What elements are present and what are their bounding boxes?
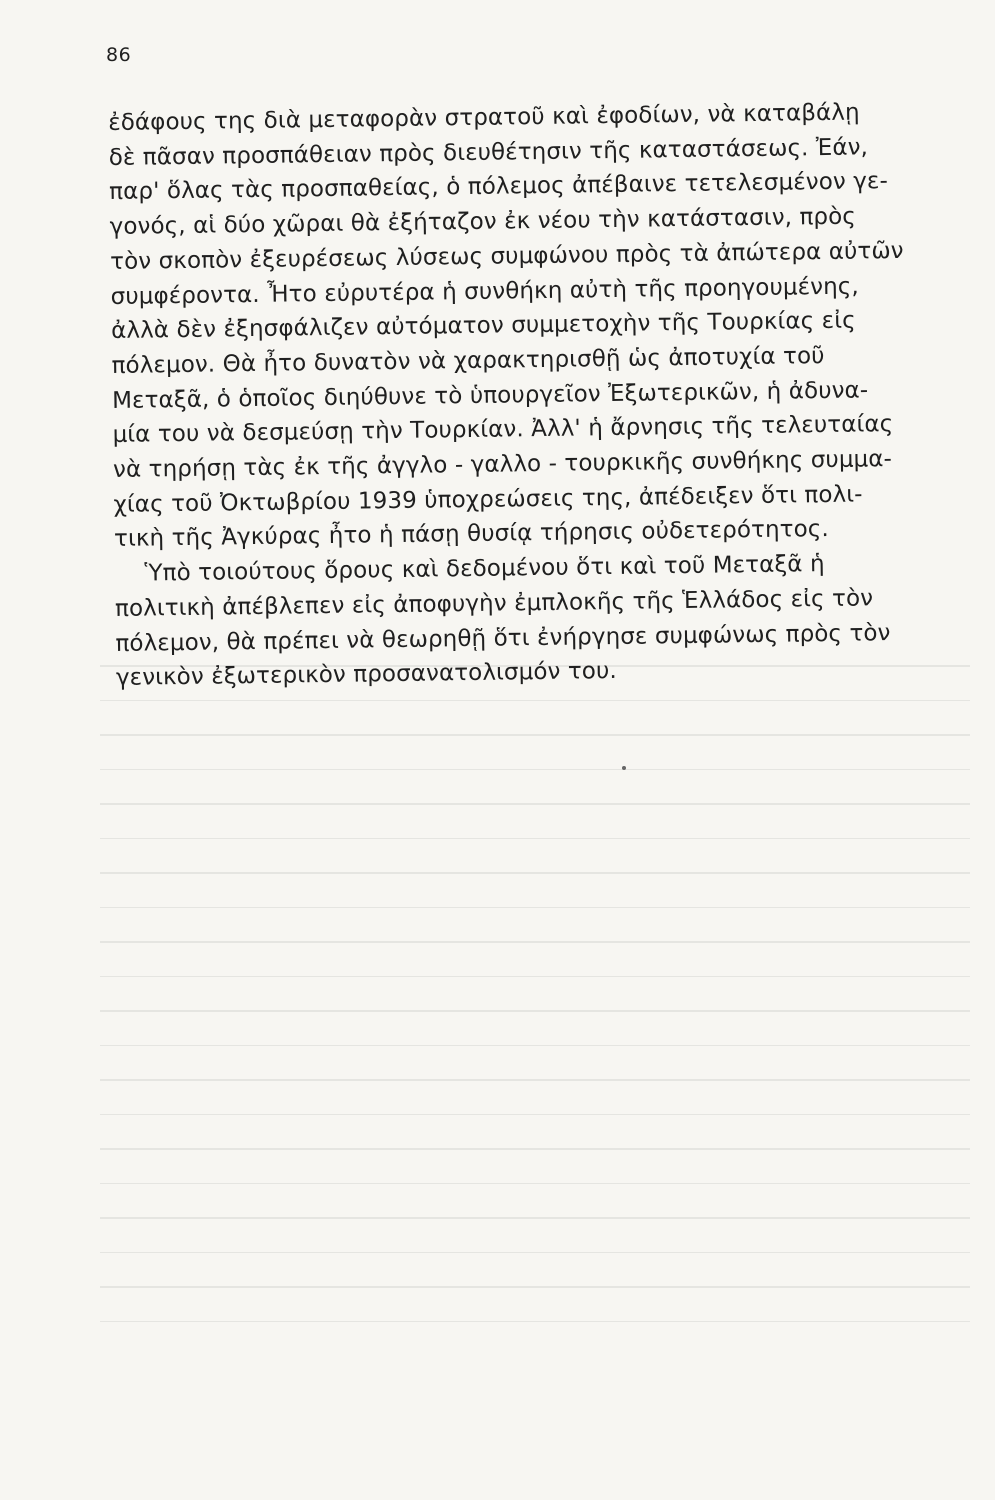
text-line: χίας τοῦ Ὀκτωβρίου 1939 ὑποχρεώσεις της, ἀπέδειξεν ὅτι πολι-	[113, 481, 863, 518]
text-line: πόλεμον. Θὰ ἦτο δυνατὸν νὰ χαρακτηρισθῇ ὡς ἀποτυχία τοῦ	[111, 342, 825, 379]
body-text	[108, 94, 966, 696]
text-line: δὲ πᾶσαν προσπάθειαν πρὸς διευθέτησιν τῆς καταστάσεως. Ἐάν,	[108, 134, 869, 171]
text-line: παρ' ὅλας τὰς προσπαθείας, ὁ πόλεμος ἀπέβαινε τετελεσμένον γε-	[109, 168, 889, 206]
page-number: 86	[106, 44, 132, 66]
text-line: πολιτικὴ ἀπέβλεπεν εἰς ἀποφυγὴν ἐμπλοκῆς τῆς Ἑλλάδος εἰς τὸν	[114, 585, 874, 622]
text-line: γενικὸν ἐξωτερικὸν προσανατολισμόν του.	[115, 658, 618, 692]
text-line: ἐδάφους της διὰ μεταφορὰν στρατοῦ καὶ ἐφοδίων, νὰ καταβάλῃ	[108, 99, 860, 136]
ink-speck	[622, 766, 626, 770]
text-line: ἀλλὰ δὲν ἐξησφάλιζεν αὐτόματον συμμετοχὴν τῆς Τουρκίας εἰς	[110, 307, 856, 345]
text-line: νὰ τηρήσῃ τὰς ἐκ τῆς ἀγγλο - γαλλο - τουρκικῆς συνθήκης συμμα-	[112, 446, 893, 483]
show-through-text	[100, 665, 970, 1385]
text-line: συμφέροντα. Ἦτο εὐρυτέρα ἡ συνθήκη αὐτὴ τῆς προηγουμένης,	[110, 273, 859, 310]
text-line: Ὑπὸ τοιούτους ὅρους καὶ δεδομένου ὅτι καὶ τοῦ Μεταξᾶ ἡ	[144, 551, 825, 587]
text-line: τὸν σκοπὸν ἐξευρέσεως λύσεως συμφώνου πρὸς τὰ ἀπώτερα αὐτῶν	[109, 237, 904, 275]
text-line: τικὴ τῆς Ἀγκύρας ἦτο ἡ πάσῃ θυσίᾳ τήρησις οὐδετερότητος.	[113, 516, 829, 553]
text-line: μία του νὰ δεσμεύσῃ τὴν Τουρκίαν. Ἀλλ' ἡ ἄρνησις τῆς τελευταίας	[112, 411, 894, 449]
text-line: Μεταξᾶ, ὁ ὁποῖος διηύθυνε τὸ ὑπουργεῖον Ἐξωτερικῶν, ἡ ἀδυνα-	[111, 377, 869, 414]
text-line: γονός, αἱ δύο χῶραι θὰ ἐξήταζον ἐκ νέου τὴν κατάστασιν, πρὸς	[109, 203, 857, 241]
text-line: πόλεμον, θὰ πρέπει νὰ θεωρηθῇ ὅτι ἐνήργησε συμφώνως πρὸς τὸν	[115, 619, 891, 657]
